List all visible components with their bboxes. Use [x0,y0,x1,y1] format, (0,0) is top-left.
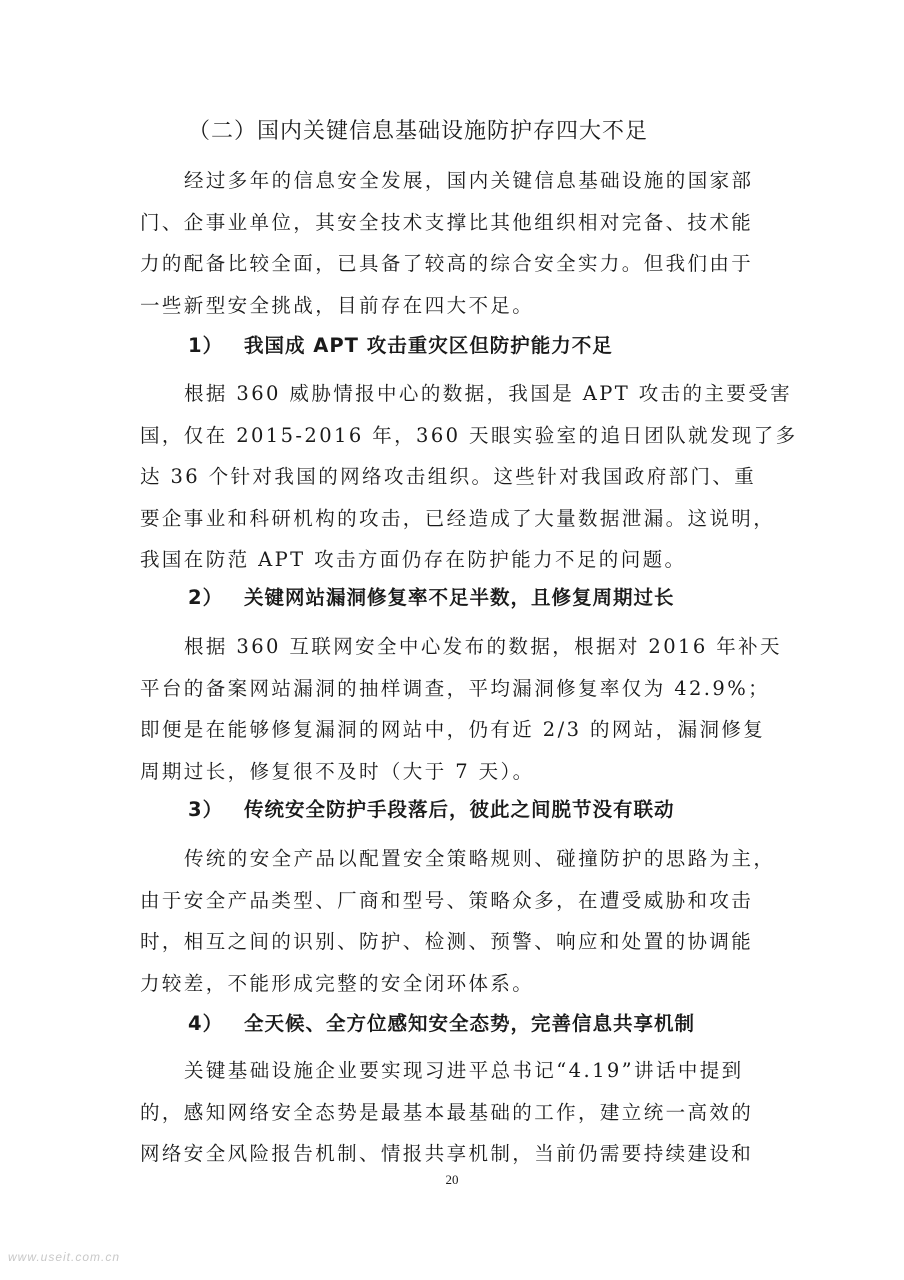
item-heading-3 [188,790,675,830]
paragraph-line: 要企事业和科研机构的攻击，已经造成了大量数据泄漏。这说明， [140,506,776,530]
item-title: 传统安全防护手段落后，彼此之间脱节没有联动 [244,798,675,821]
intro-paragraph [140,160,772,326]
paragraph-line: 我国在防范 APT 攻击方面仍存在防护能力不足的问题。 [140,548,687,571]
item-heading-4 [188,1004,695,1044]
paragraph-line: 即便是在能够修复漏洞的网站中，仍有近 2/3 的网站，漏洞修复 [140,718,766,741]
item-title: 全天候、全方位感知安全态势，完善信息共享机制 [244,1012,696,1035]
item-number: 3） [188,798,224,821]
item-title: 我国成 APT 攻击重灾区但防护能力不足 [244,334,613,357]
item-number: 2） [188,586,224,609]
paragraph-line: 根据 360 互联网安全中心发布的数据，根据对 2016 年补天 [184,635,782,658]
paragraph-line: 周期过长，修复很不及时（大于 7 天）。 [140,759,535,783]
paragraph-line: 经过多年的信息安全发展，国内关键信息基础设施的国家部 [184,169,754,192]
paragraph-line: 传统的安全产品以配置安全策略规则、碰撞防护的思路为主， [184,847,776,870]
item-number: 1） [188,334,224,357]
paragraph-line: 力较差，不能形成完整的安全闭环体系。 [140,971,535,995]
paragraph-line: 平台的备案网站漏洞的抽样调查，平均漏洞修复率仅为 42.9%； [140,676,771,700]
watermark: www.useit.com.cn [8,1250,121,1264]
paragraph-line: 国，仅在 2015-2016 年，360 天眼实验室的追日团队就发现了多 [140,423,798,447]
paragraph-line: 达 36 个针对我国的网络攻击组织。这些针对我国政府部门、重 [140,465,757,488]
item-heading-2 [188,578,675,618]
paragraph-line: 门、企事业单位，其安全技术支撑比其他组织相对完备、技术能 [140,210,754,234]
item-paragraph-3 [140,838,776,1004]
paragraph-line: 由于安全产品类型、厂商和型号、策略众多，在遭受威胁和攻击 [140,888,754,912]
item-number: 4） [188,1012,224,1035]
paragraph-line: 网络安全风险报告机制、情报共享机制，当前仍需要持续建设和 [140,1142,754,1165]
paragraph-line: 力的配备比较全面，已具备了较高的综合安全实力。但我们由于 [140,252,754,275]
item-paragraph-4 [140,1050,772,1175]
paragraph-line: 根据 360 威胁情报中心的数据，我国是 APT 攻击的主要受害 [184,382,793,405]
section-title: （二）国内关键信息基础设施防护存四大不足 [188,119,649,144]
paragraph-line: 时，相互之间的识别、防护、检测、预警、响应和处置的协调能 [140,930,754,953]
item-paragraph-1 [140,373,798,581]
item-paragraph-2 [140,626,782,792]
paragraph-line: 关键基础设施企业要实现习进平总书记“4.19”讲话中提到 [184,1059,744,1082]
paragraph-line: 的，感知网络安全态势是最基本最基础的工作，建立统一高效的 [140,1100,754,1124]
paragraph-line: 一些新型安全挑战，目前存在四大不足。 [140,293,535,317]
item-heading-1 [188,326,613,366]
page-number: 20 [445,1172,459,1187]
item-title: 关键网站漏洞修复率不足半数，且修复周期过长 [244,586,675,609]
